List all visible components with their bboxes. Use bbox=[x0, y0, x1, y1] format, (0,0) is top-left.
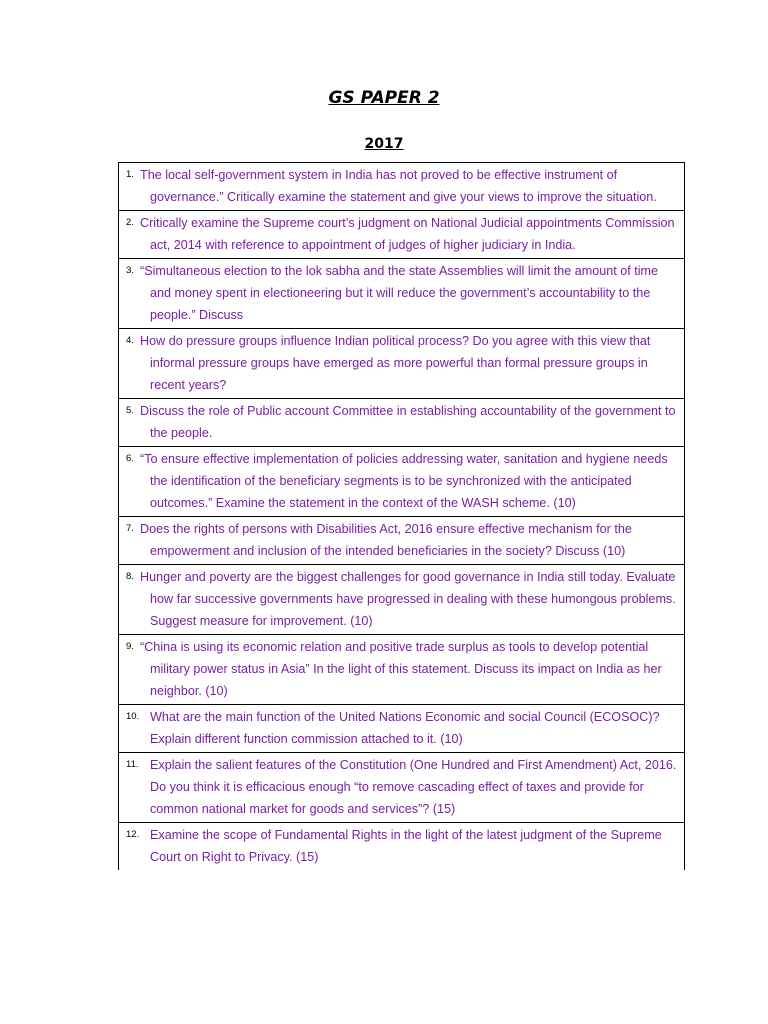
question-number: 10. bbox=[126, 711, 140, 722]
question-row bbox=[119, 259, 684, 329]
question-text: Hunger and poverty are the biggest challenges for good governance in India still today. Evaluate how far successive governments have progressed in dealing with these humongous problems. Suggest measure for improvement. (10) bbox=[140, 570, 676, 628]
question-number: 12. bbox=[126, 829, 140, 840]
question-row bbox=[119, 517, 684, 565]
question-text: “To ensure effective implementation of policies addressing water, sanitation and hygiene needs the identification of the beneficiary segments is to be synchronized with the anticipated outcomes.” Examine the statement in the context of the WASH scheme. (10) bbox=[140, 452, 668, 510]
question-text: Critically examine the Supreme court’s judgment on National Judicial appointments Commission act, 2014 with reference to appointment of judges of higher judiciary in India. bbox=[140, 216, 675, 252]
question-number: 4. bbox=[126, 335, 134, 346]
question-number: 2. bbox=[126, 217, 134, 228]
year-heading: 2017 bbox=[364, 136, 404, 152]
question-number: 5. bbox=[126, 405, 134, 416]
question-number: 7. bbox=[126, 523, 134, 534]
question-text: What are the main function of the United Nations Economic and social Council (ECOSOC)? Explain different function commission attached to it. (10) bbox=[150, 710, 660, 746]
question-number: 6. bbox=[126, 453, 134, 464]
question-number: 3. bbox=[126, 265, 134, 276]
question-text: Does the rights of persons with Disabilities Act, 2016 ensure effective mechanism for the empowerment and inclusion of the intended beneficiaries in the society? Discuss (10) bbox=[140, 522, 632, 558]
question-number: 11. bbox=[126, 759, 139, 770]
page-title: GS PAPER 2 bbox=[328, 88, 440, 108]
question-row bbox=[119, 705, 684, 753]
question-text: Explain the salient features of the Constitution (One Hundred and First Amendment) Act, 2016. Do you think it is efficacious enough “to remove cascading effect of taxes and provide for common national market for goods and services”? (15) bbox=[150, 758, 677, 816]
question-number: 1. bbox=[126, 169, 134, 180]
question-text: “Simultaneous election to the lok sabha and the state Assemblies will limit the amount of time and money spent in electioneering but it will reduce the government’s accountability to the people.” Discuss bbox=[140, 264, 659, 322]
question-text: Examine the scope of Fundamental Rights in the light of the latest judgment of the Supreme Court on Right to Privacy. (15) bbox=[150, 828, 662, 864]
question-text: How do pressure groups influence Indian political process? Do you agree with this view that informal pressure groups have emerged as more powerful than formal pressure groups in recent years? bbox=[140, 334, 651, 392]
question-number: 8. bbox=[126, 571, 134, 582]
question-row bbox=[119, 163, 684, 211]
question-row bbox=[119, 329, 684, 399]
question-text: Discuss the role of Public account Committee in establishing accountability of the government to the people. bbox=[140, 404, 676, 440]
question-row bbox=[119, 635, 684, 705]
question-row bbox=[119, 399, 684, 447]
question-text: The local self-government system in India has not proved to be effective instrument of governance.” Critically examine the statement and give your views to improve the situation. bbox=[140, 168, 657, 204]
question-row bbox=[119, 823, 684, 870]
questions-table bbox=[118, 162, 685, 870]
question-text: “China is using its economic relation and positive trade surplus as tools to develop potential military power status in Asia” In the light of this statement. Discuss its impact on India as her neighbor. (10) bbox=[140, 640, 662, 698]
question-row bbox=[119, 211, 684, 259]
question-number: 9. bbox=[126, 641, 134, 652]
question-row bbox=[119, 753, 684, 823]
question-row bbox=[119, 565, 684, 635]
question-row bbox=[119, 447, 684, 517]
